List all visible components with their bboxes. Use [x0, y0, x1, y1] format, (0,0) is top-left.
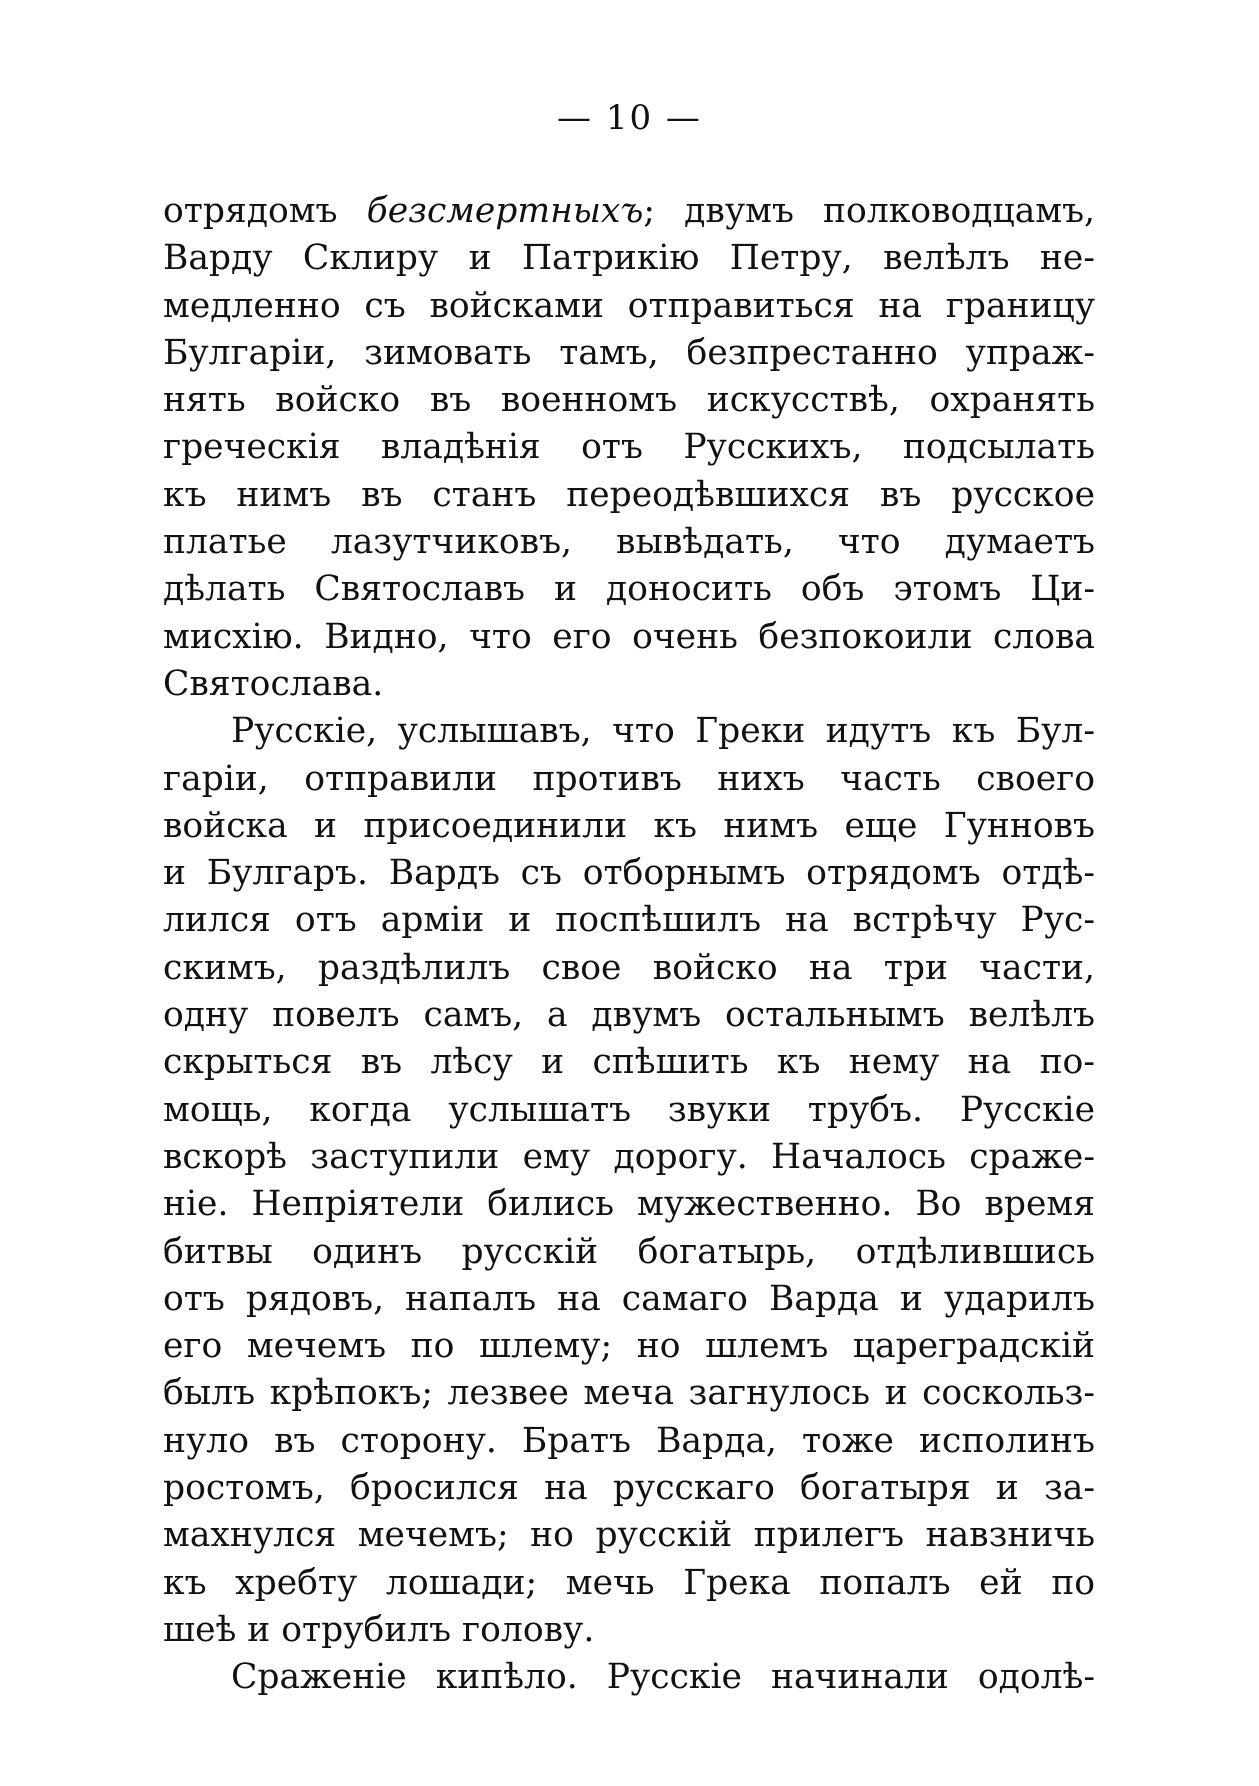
text-line: скимъ, раздѣлилъ свое войско на три части,: [163, 947, 1095, 988]
text-line: отрядомъ безсмертныхъ; двумъ полководцамъ,: [163, 191, 1096, 231]
text-line: былъ крѣпокъ; лезвее меча загнулось и соскольз-: [163, 1373, 1095, 1414]
text-line: вскорѣ заступили ему дорогу. Началось сраже-: [163, 1136, 1095, 1177]
text-line: ніе. Непріятели бились мужественно. Во время: [163, 1184, 1095, 1225]
text-line: платье лазутчиковъ, вывѣдать, что думаетъ: [163, 522, 1095, 563]
text-line: мисхію. Видно, что его очень безпокоили слова: [163, 616, 1095, 657]
text-line: къ хребту лошади; мечь Грека попалъ ей по: [163, 1562, 1095, 1603]
text-line: ростомъ, бросился на русскаго богатыря и за-: [163, 1468, 1095, 1509]
text-line: медленно съ войсками отправиться на границу: [163, 285, 1095, 326]
text-line: нять войско въ военномъ искусствѣ, охранять: [163, 380, 1095, 421]
text-line: нуло въ сторону. Братъ Варда, тоже исполинъ: [163, 1420, 1095, 1461]
paragraph-start-line: Русскіе, услышавъ, что Греки идутъ къ Бул-: [231, 711, 1095, 752]
text-line: Варду Склиру и Патрикію Петру, велѣлъ не-: [163, 238, 1095, 279]
text-line: махнулся мечемъ; но русскій прилегъ навзничь: [163, 1515, 1095, 1556]
text-line: Святослава.: [163, 663, 384, 704]
body-text: [163, 188, 1095, 1702]
text-line: битвы одинъ русскій богатырь, отдѣлившись: [163, 1231, 1095, 1272]
text-line: скрыться въ лѣсу и спѣшить къ нему на по-: [163, 1042, 1095, 1083]
text-line: отъ рядовъ, напалъ на самаго Варда и ударилъ: [163, 1278, 1095, 1319]
page-number: — 10 —: [557, 98, 702, 138]
text-line: дѣлать Святославъ и доносить объ этомъ Ци-: [163, 569, 1095, 610]
text-line: мощь, когда услышатъ звуки трубъ. Русскіе: [163, 1089, 1095, 1130]
paragraph-start-line: Сраженіе кипѣло. Русскіе начинали одолѣ-: [231, 1657, 1095, 1698]
text-line: греческія владѣнія отъ Русскихъ, подсылать: [163, 427, 1095, 468]
text-line: и Булгаръ. Вардъ съ отборнымъ отрядомъ отдѣ-: [163, 853, 1095, 894]
text-line: его мечемъ по шлему; но шлемъ цареградскій: [163, 1326, 1095, 1367]
text-line: шеѣ и отрубилъ голову.: [163, 1609, 595, 1650]
text-line: къ нимъ въ станъ переодѣвшихся въ русское: [163, 474, 1095, 515]
text-line: одну повелъ самъ, а двумъ остальнымъ велѣлъ: [163, 995, 1095, 1036]
emphasized-word: безсмертныхъ: [366, 191, 644, 231]
text-line: войска и присоединили къ нимъ еще Гунновъ: [163, 805, 1095, 846]
text-line: лился отъ арміи и поспѣшилъ на встрѣчу Рус-: [163, 900, 1095, 941]
text-line: Булгаріи, зимовать тамъ, безпрестанно упраж-: [163, 332, 1095, 373]
text-line: гаріи, отправили противъ нихъ часть своего: [163, 758, 1095, 799]
